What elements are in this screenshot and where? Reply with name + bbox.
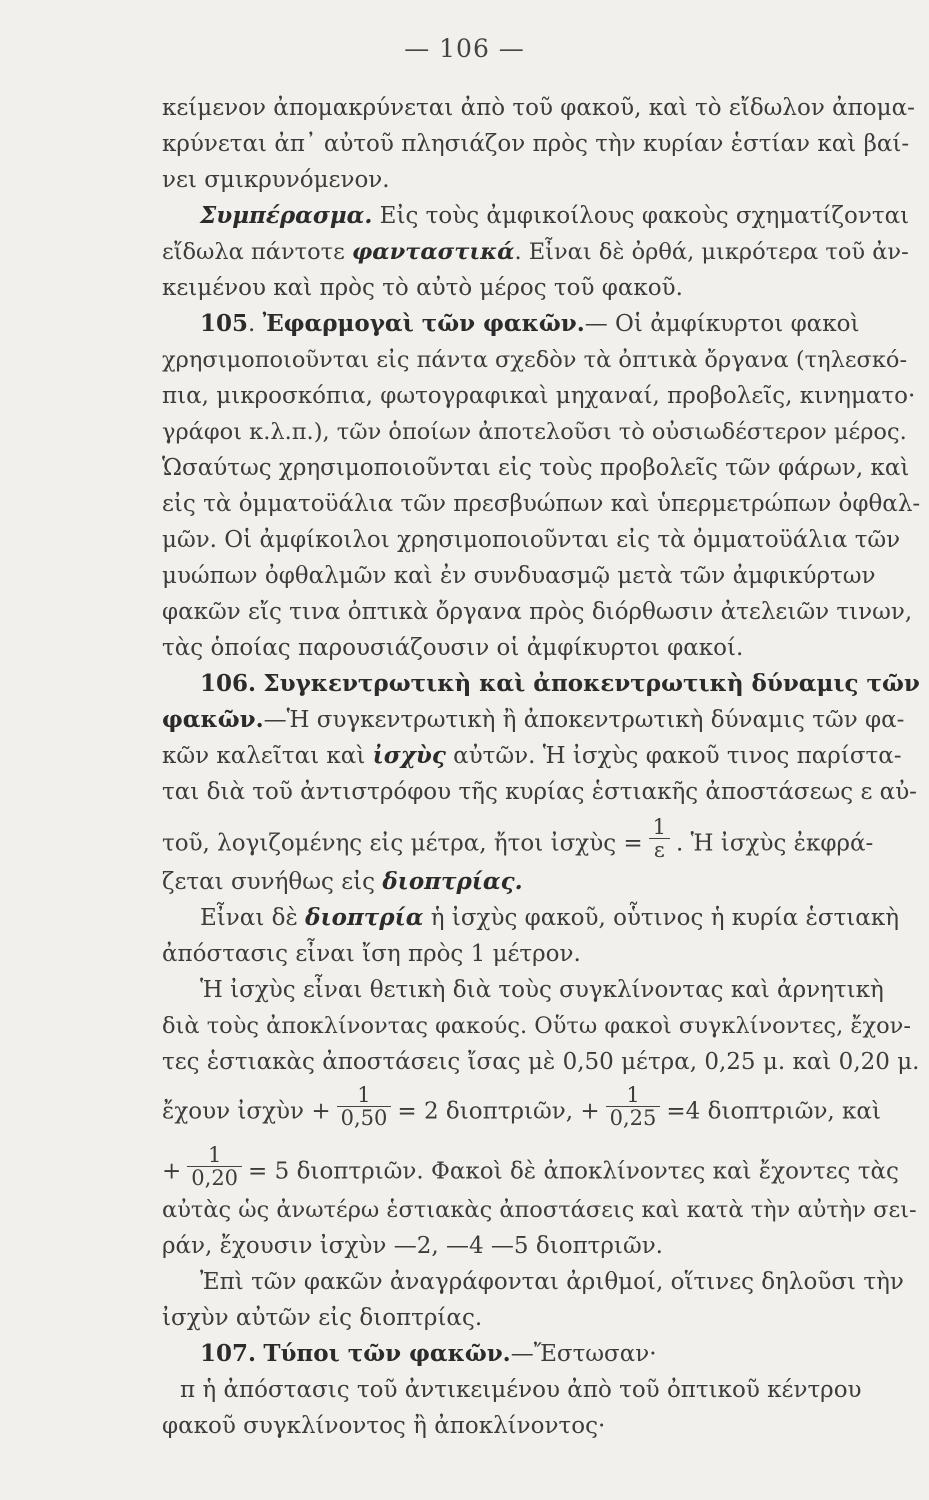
text-run: —Ἡ συγκεντρωτικὴ ἢ ἀποκεντρωτικὴ δύναμις τῶν φα- [263, 707, 905, 733]
fraction-denominator: 0,25 [606, 1106, 661, 1129]
fraction-numerator: 1 [207, 1143, 222, 1167]
text-run: μῶν. Οἱ ἀμφίκοιλοι χρησιμοποιοῦνται εἰς τὰ ὀμματοϋάλια τῶν [162, 527, 901, 553]
text-line [162, 1083, 881, 1135]
text-line [200, 904, 899, 932]
text-run: Ὡσαύτως χρησιμοποιοῦνται εἰς τοὺς προβολεῖς τῶν φάρων, καὶ [162, 455, 910, 481]
page-number: — 106 — [404, 34, 525, 63]
section-heading: Ἐφαρμογαὶ τῶν φακῶν. [262, 310, 585, 337]
section-number: 107. [200, 1340, 257, 1367]
text-run: εἴδωλα πάντοτε [162, 239, 352, 265]
text-run: αὐτὰς ὡς ἀνωτέρω ἑστιακὰς ἀποστάσεις καὶ κατὰ τὴν αὐτὴν σει- [162, 1197, 917, 1223]
text-run: κρύνεται ἀπ᾿ αὐτοῦ πλησιάζον πρὸς τὴν κυρίαν ἑστίαν καὶ βαί- [162, 131, 910, 157]
text-run: κείμενον ἀπομακρύνεται ἀπὸ τοῦ φακοῦ, καὶ τὸ εἴδωλον ἀπομα- [162, 95, 915, 121]
fraction [649, 816, 670, 861]
text-run: τοῦ, λογιζομένης εἰς μέτρα, ἤτοι ἰσχὺς = [162, 830, 643, 857]
text-line [162, 778, 917, 806]
fraction [337, 1084, 392, 1129]
text-run: — Οἱ ἀμφίκυρτοι φακοὶ [584, 311, 860, 337]
text-run: . Εἶναι δὲ ὀρθά, μικρότερα τοῦ ἀν- [514, 239, 909, 265]
text-run: = 5 διοπτριῶν. Φακοὶ δὲ ἀποκλίνοντες καὶ ἔχοντες τὰς [248, 1158, 899, 1185]
text-run: ἡ ἰσχὺς φακοῦ, οὗτινος ἡ κυρία ἑστιακὴ [423, 905, 899, 931]
emphasis: διοπτρίας. [382, 868, 523, 895]
text-line [162, 418, 907, 446]
text-run: χρησιμοποιοῦνται εἰς πάντα σχεδὸν τὰ ὀπτικὰ ὄργανα (τηλεσκό- [162, 347, 908, 373]
text-run: =4 διοπτριῶν, καὶ [666, 1098, 881, 1125]
text-run: Εἰς τοὺς ἀμφικοίλους φακοὺς σχηματίζονται [372, 203, 910, 229]
text-line [162, 274, 683, 302]
text-line [162, 130, 909, 158]
emphasis: φανταστικά [351, 239, 515, 265]
text-line [162, 1143, 899, 1195]
text-run: —Ἔστωσαν· [510, 1341, 657, 1367]
text-run: . Ἡ ἰσχὺς ἐκφρά- [676, 830, 874, 857]
text-line [162, 1304, 482, 1332]
fraction-denominator: 0,50 [337, 1106, 392, 1129]
text-run: γράφοι κ.λ.π.), τῶν ὁποίων ἀποτελοῦσι τὸ οὐσιωδέστερον μέρος. [162, 419, 907, 445]
fraction-denominator: ε [649, 838, 670, 861]
text-run: Ἡ ἰσχὺς εἶναι θετικὴ διὰ τοὺς συγκλίνοντας καὶ ἀρνητικὴ [200, 977, 884, 1003]
text-line [162, 868, 523, 896]
text-run: ἀπόστασις εἶναι ἴση πρὸς 1 μέτρον. [162, 941, 581, 967]
text-run: νει σμικρυνόμενον. [162, 167, 390, 193]
text-run: φακοῦ συγκλίνοντος ἢ ἀποκλίνοντος· [162, 1413, 606, 1439]
text-run: αὐτῶν. Ἡ ἰσχὺς φακοῦ τινος παρίστα- [445, 743, 902, 769]
text-run: ράν, ἔχουσιν ἰσχὺν —2, —4 —5 διοπτριῶν. [162, 1233, 663, 1259]
text-run: = 2 διοπτριῶν, + [397, 1098, 600, 1125]
fraction-numerator: 1 [652, 815, 667, 839]
text-line [162, 562, 876, 590]
text-line [162, 166, 390, 194]
text-line [200, 1340, 657, 1368]
text-line [162, 238, 909, 266]
text-line [162, 1048, 919, 1076]
text-line [200, 202, 909, 230]
text-run: πια, μικροσκόπια, φωτογραφικαὶ μηχαναί, προβολεῖς, κινηματο· [162, 383, 916, 409]
text-run: διὰ τοὺς ἀποκλίνοντας φακούς. Οὕτω φακοὶ συγκλίνοντες, ἔχον- [162, 1013, 911, 1039]
text-line [162, 706, 904, 734]
text-run: τὰς ὁποίας παρουσιάζουσιν οἱ ἀμφίκυρτοι φακοί. [162, 635, 744, 661]
text-run: π ἡ ἀπόστασις τοῦ ἀντικειμένου ἀπὸ τοῦ ὀπτικοῦ κέντρου [180, 1377, 862, 1403]
text-run: κῶν καλεῖται καὶ [162, 743, 373, 769]
text-run: φακῶν εἴς τινα ὀπτικὰ ὄργανα πρὸς διόρθωσιν ἀτελειῶν τινων, [162, 599, 913, 625]
text-line [200, 1268, 904, 1296]
text-line [162, 454, 909, 482]
section-heading: Συγκεντρωτικὴ καὶ ἀποκεντρωτικὴ δύναμις τῶν [263, 670, 920, 697]
text-run: ζεται συνήθως εἰς [162, 869, 383, 895]
section-heading: Τύποι τῶν φακῶν. [263, 1340, 511, 1367]
text-line [200, 670, 920, 698]
text-line [162, 940, 581, 968]
text-line [162, 526, 900, 554]
text-line [162, 1012, 911, 1040]
text-line [162, 382, 915, 410]
fraction [606, 1084, 661, 1129]
section-heading: Συμπέρασμα. [200, 202, 373, 229]
section-number: 105 [200, 310, 249, 337]
fraction-numerator: 1 [626, 1083, 640, 1107]
fraction-denominator: 0,20 [187, 1166, 242, 1189]
text-run: ἔχουν ἰσχὺν + [162, 1098, 331, 1125]
emphasis: διοπτρία [305, 904, 424, 931]
text-line [162, 634, 743, 662]
text-line [180, 1376, 862, 1404]
text-line [162, 346, 907, 374]
text-run: ται διὰ τοῦ ἀντιστρόφου τῆς κυρίας ἑστιακῆς ἀποστάσεως ε αὐ- [162, 779, 917, 805]
text-line [162, 742, 902, 770]
text-run: εἰς τὰ ὀμματοϋάλια τῶν πρεσβυώπων καὶ ὑπερμετρώπων ὀφθαλ- [162, 491, 921, 517]
fraction-numerator: 1 [357, 1083, 371, 1107]
text-line [162, 1412, 605, 1440]
text-run: + [162, 1158, 182, 1185]
text-line [162, 94, 915, 122]
text-run: μυώπων ὀφθαλμῶν καὶ ἐν συνδυασμῷ μετὰ τῶν ἀμφικύρτων [162, 563, 876, 589]
text-line [162, 490, 920, 518]
text-run: ἰσχὺν αὐτῶν εἰς διοπτρίας. [162, 1305, 483, 1331]
text-line: 105. Ἐφαρμογαὶ τῶν φακῶν.— Οἱ ἀμφίκυρτοι φακοὶ [200, 310, 860, 337]
text-line [162, 598, 912, 626]
text-line [162, 1232, 663, 1260]
section-number: 106. [200, 670, 257, 697]
section-heading: φακῶν. [162, 706, 264, 733]
emphasis: ἰσχὺς [372, 742, 446, 769]
text-run: Ἐπὶ τῶν φακῶν ἀναγράφονται ἀριθμοί, οἵτινες δηλοῦσι τὴν [200, 1269, 904, 1295]
text-line [200, 976, 884, 1004]
fraction [187, 1144, 242, 1189]
text-line [162, 1196, 917, 1224]
text-run: κειμένου καὶ πρὸς τὸ αὐτὸ μέρος τοῦ φακοῦ. [162, 275, 683, 301]
text-run: τες ἑστιακὰς ἀποστάσεις ἴσας μὲ 0,50 μέτρα, 0,25 μ. καὶ 0,20 μ. [162, 1049, 920, 1075]
text-line [162, 815, 874, 867]
text-run: Εἶναι δὲ [200, 905, 306, 931]
